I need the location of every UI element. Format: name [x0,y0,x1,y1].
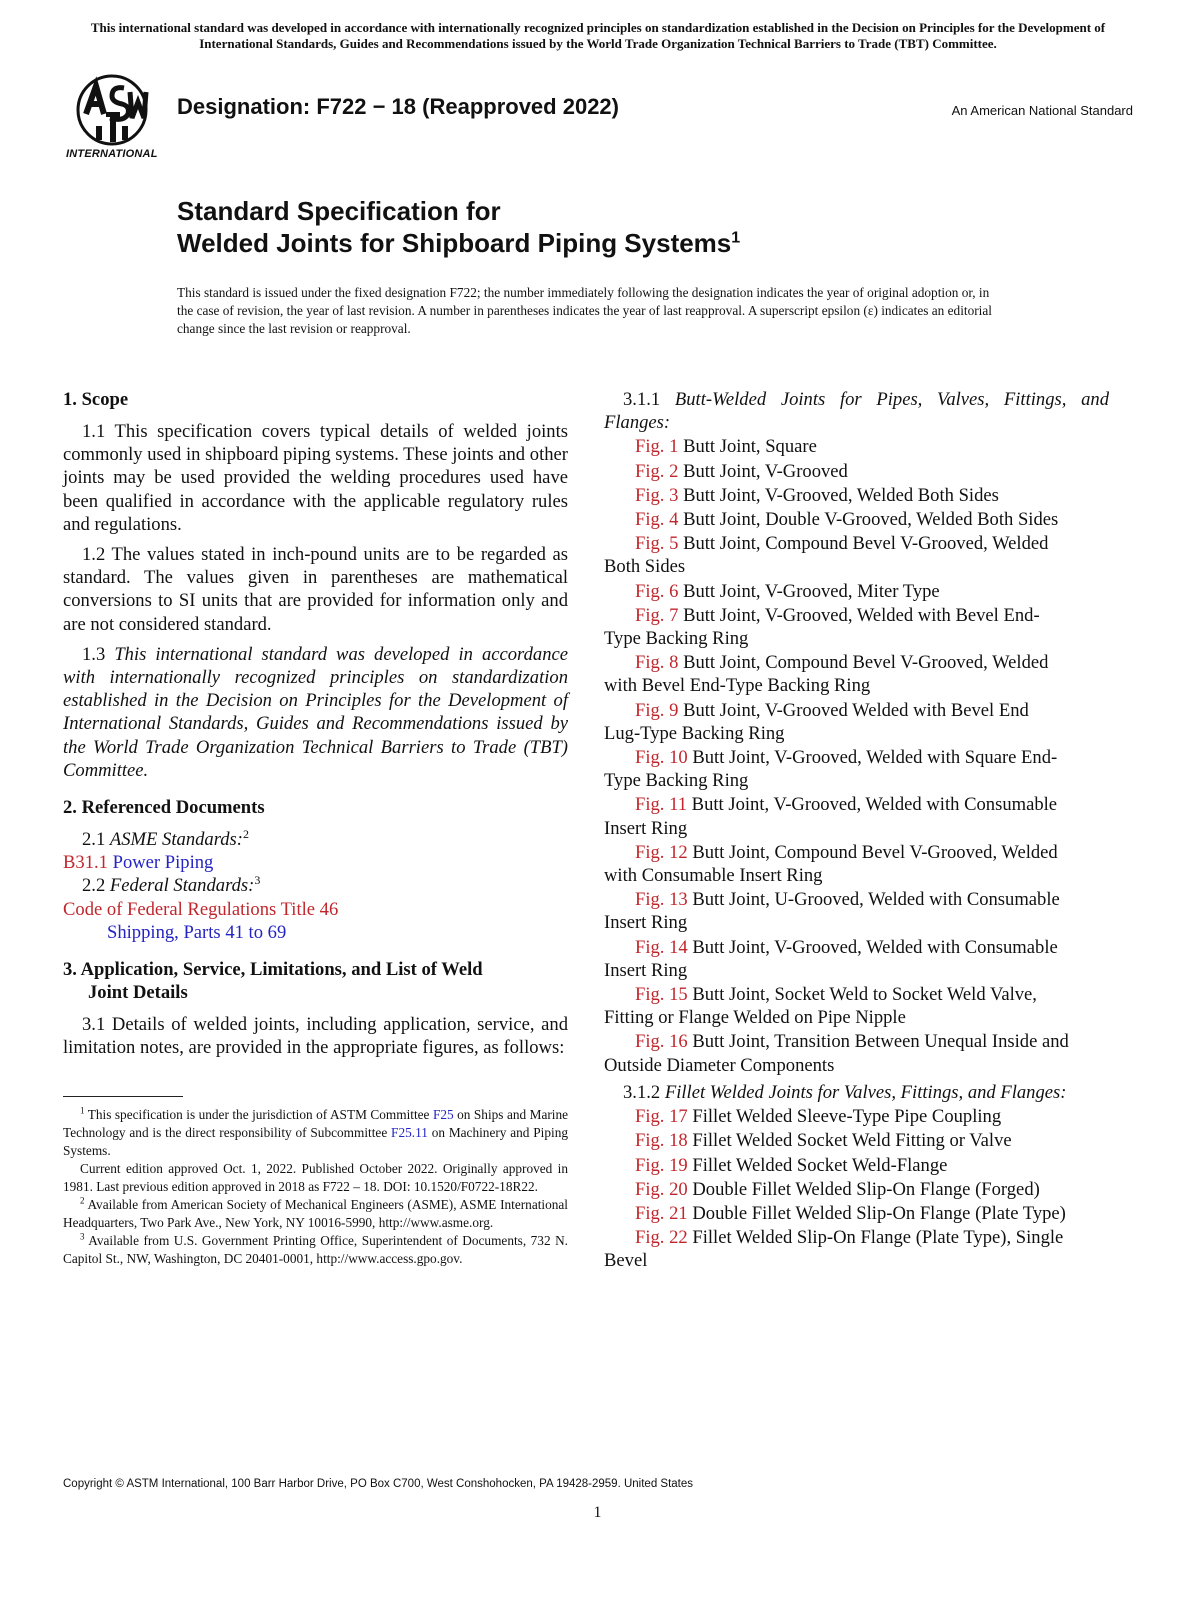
figure-link[interactable]: Fig. 6 [635,580,679,602]
figure-link[interactable]: Fig. 13 [635,889,688,911]
paragraph-3-1: 3.1 Details of welded joints, including application, service, and limitation notes, are provided in the appropriate figures, as follows: [63,1014,568,1059]
figure-link[interactable]: Fig. 18 [635,1130,688,1152]
figure-list-item-first-line [604,889,1060,910]
figure-list-item [604,1202,1109,1225]
figure-title-continued: Bevel [604,1250,648,1272]
butt-joint-figure-list [604,435,1109,1076]
figure-title: Butt Joint, U-Grooved, Welded with Consumable [692,889,1060,911]
fed-label: Federal Standards: [109,875,255,897]
figure-list-item [604,580,1109,603]
figure-list-item-first-line [604,436,817,457]
figure-link[interactable]: Fig. 7 [635,604,679,626]
paragraph-1-3-num: 1.3 [82,643,106,665]
right-column [604,388,1109,1274]
figure-title-continued: Fitting or Flange Welded on Pipe Nipple [604,1007,906,1029]
astm-logo [66,72,166,164]
fed-num: 2.2 [82,875,106,897]
footnote-1-mark: 1 [80,1105,85,1116]
asme-footnote-ref[interactable]: 2 [242,826,249,841]
asme-label: ASME Standards: [109,829,243,851]
figure-link[interactable]: Fig. 1 [635,436,679,458]
figure-list-item-first-line [604,1130,1012,1151]
figure-title: Fillet Welded Socket Weld-Flange [692,1154,948,1176]
figure-title: Fillet Welded Sleeve-Type Pipe Coupling [692,1106,1002,1128]
section-heading-scope: 1. Scope [63,389,129,410]
figure-title: Butt Joint, Double V-Grooved, Welded Both Sides [683,509,1059,531]
figure-list-item [604,435,1109,458]
asme-standards-item [63,828,568,851]
figure-list-item [604,1178,1109,1201]
figure-list-item [604,699,1109,745]
subsection-3-1-1 [604,388,1109,434]
footnote-1 [63,1106,568,1160]
figure-list-item [604,604,1109,650]
figure-list-item-first-line [604,1227,1063,1248]
cfr-reference-cont [63,921,568,944]
b31-reference [63,851,568,874]
logo-international-text: INTERNATIONAL [66,148,158,160]
figure-title: Butt Joint, V-Grooved, Welded with Bevel End- [683,604,1040,626]
figure-list-item-first-line [604,1106,1001,1127]
document-title [177,195,740,259]
footnote-1-text-a: This specification is under the jurisdiction of ASTM Committee [87,1107,430,1122]
paragraph-1-3-text: This international standard was developed in accordance with internationally recognized principles on standardization established in the Decision on Principles for the Development of International Standards, Guides and Recommendations issued by the World Trade Organization Technical Barriers to Trade (TBT) Committee. [63,643,569,781]
issued-note: This standard is issued under the fixed designation F722; the number immediately following the designation indicates the year of original adoption or, in the case of revision, the year of last revision. A number in parentheses indicates the year of last reapproval. A superscript epsilon (ε) indicates an editorial change since the last revision or reapproval. [177,285,992,336]
footnote-2-text: Available from American Society of Mechanical Engineers (ASME), ASME International Headquarters, Two Park Ave., New York, NY 10016-5990, http://www.asme.org. [63,1197,568,1230]
figure-title: Butt Joint, V-Grooved, Welded with Consumable [692,936,1058,958]
b31-title-link[interactable]: Power Piping [112,852,214,874]
figure-list-item [604,1226,1109,1272]
subsection-3-1-2 [604,1081,1109,1104]
application-heading-line-1: 3. Application, Service, Limitations, and List of Weld [63,959,483,981]
figure-title-continued: Insert Ring [604,912,688,934]
figure-list-item-first-line [604,842,1058,863]
figure-list-item [604,983,1109,1029]
asme-num: 2.1 [82,829,106,851]
tbt-notice: This international standard was developed in accordance with internationally recognized principles on standardization established in the Decision on Principles for the Development of International Standards, Guides and Recommendations issued by the World Trade Organization Technical Barriers to Trade (TBT) Committee. [90,20,1106,51]
b31-code-link[interactable]: B31.1 [63,852,108,874]
figure-link[interactable]: Fig. 10 [635,747,688,769]
title-line-2 [177,227,740,259]
copyright-notice: Copyright © ASTM International, 100 Barr Harbor Drive, PO Box C700, West Conshohocken, PA 19428-2959. United States [63,1478,694,1490]
figure-title: Butt Joint, Compound Bevel V-Grooved, Welded [683,533,1049,555]
figure-title: Butt Joint, V-Grooved, Welded with Square End- [692,747,1058,769]
figure-link[interactable]: Fig. 22 [635,1227,688,1249]
figure-link[interactable]: Fig. 15 [635,984,688,1006]
figure-title-continued: with Consumable Insert Ring [604,865,823,887]
footnote-2 [63,1196,568,1232]
figure-title: Fillet Welded Slip-On Flange (Plate Type), Single [692,1227,1064,1249]
fillet-joint-figure-list [604,1105,1109,1272]
subcommittee-f25-11-link[interactable]: F25.11 [391,1125,428,1140]
figure-title-continued: Type Backing Ring [604,628,749,650]
figure-list-item [604,1105,1109,1128]
footnote-1-text-c: on Machinery and Piping Systems. [63,1125,568,1158]
figure-title: Fillet Welded Socket Weld Fitting or Valve [692,1130,1012,1152]
figure-link[interactable]: Fig. 8 [635,652,679,674]
figure-list-item [604,1030,1109,1076]
figure-title: Double Fillet Welded Slip-On Flange (Forged) [692,1178,1040,1200]
figure-list-item [604,1129,1109,1152]
figure-title: Butt Joint, V-Grooved [683,460,848,482]
footnote-3 [63,1232,568,1268]
figure-link[interactable]: Fig. 20 [635,1178,688,1200]
designation: Designation: F722 − 18 (Reapproved 2022) [177,94,619,119]
footnote-rule [63,1096,183,1097]
figure-list-item [604,532,1109,578]
figure-link[interactable]: Fig. 21 [635,1202,688,1224]
figure-list-item [604,508,1109,531]
american-national-standard-label: An American National Standard [951,103,1133,118]
figure-list-item-first-line [604,1203,1066,1224]
footnote-2-mark: 2 [80,1195,85,1206]
figure-list-item-first-line [604,984,1037,1005]
cfr-parts-link[interactable]: 41 to 69 [225,921,287,943]
figure-list-item [604,936,1109,982]
figure-title: Double Fillet Welded Slip-On Flange (Plate Type) [692,1202,1066,1224]
footnote-3-mark: 3 [80,1231,85,1242]
figure-link[interactable]: Fig. 14 [635,936,688,958]
figure-list-item-first-line [604,485,999,506]
federal-standards-item [63,874,568,897]
figure-list-item [604,888,1109,934]
figure-list-item-first-line [604,509,1058,530]
figure-list-item [604,746,1109,792]
cfr-reference [63,898,568,921]
figure-title: Butt Joint, V-Grooved, Welded Both Sides [683,484,999,506]
figure-title: Butt Joint, Socket Weld to Socket Weld Valve, [692,984,1037,1006]
figure-title-continued: Outside Diameter Components [604,1054,835,1076]
figure-link[interactable]: Fig. 9 [635,699,679,721]
figure-title: Butt Joint, V-Grooved Welded with Bevel End [683,699,1029,721]
figure-link[interactable]: Fig. 17 [635,1106,688,1128]
figure-list-item-first-line [604,533,1048,554]
figure-list-item-first-line [604,747,1057,768]
left-column [63,388,568,1066]
figure-list-item [604,651,1109,697]
figure-title-continued: Insert Ring [604,817,688,839]
figure-list-item [604,484,1109,507]
application-heading-line-2: Joint Details [88,982,188,1004]
figure-title-continued: Type Backing Ring [604,770,749,792]
subsection-3-1-2-label: Fillet Welded Joints for Valves, Fittings, and Flanges: [664,1081,1067,1103]
paragraph-1-3 [63,643,568,782]
edition-note: Current edition approved Oct. 1, 2022. Published October 2022. Originally approved in 1981. Last previous edition approved in 2018 as F722 – 18. DOI: 10.1520/F0722-18R22. [63,1161,568,1194]
subsection-3-1-1-num: 3.1.1 [623,389,661,410]
section-heading-application [63,958,568,1004]
figure-link[interactable]: Fig. 16 [635,1031,688,1053]
figure-list-item-first-line [604,937,1058,958]
footnote-3-text: Available from U.S. Government Printing Office, Superintendent of Documents, 732 N. Capitol St., NW, Washington, DC 20401-0001, http://www.access.gpo.gov. [63,1233,569,1266]
figure-link[interactable]: Fig. 5 [635,533,679,555]
figure-list-item-first-line [604,1179,1040,1200]
figure-list-item-first-line [604,1155,947,1176]
committee-f25-link[interactable]: F25 [432,1107,454,1122]
figure-list-item-first-line [604,581,940,602]
figure-link[interactable]: Fig. 11 [635,794,688,816]
figure-title-continued: Insert Ring [604,959,688,981]
fed-footnote-ref[interactable]: 3 [254,873,261,888]
figure-link[interactable]: Fig. 19 [635,1154,688,1176]
section-heading-referenced-documents: 2. Referenced Documents [63,797,265,819]
figure-list-item-first-line [604,461,848,482]
figure-list-item-first-line [604,605,1040,626]
figure-list-item [604,793,1109,839]
cfr-link[interactable]: Code of Federal Regulations Title 46 [63,898,339,920]
figure-list-item [604,1154,1109,1177]
paragraph-1-1: 1.1 This specification covers typical details of welded joints commonly used in shipboard piping systems. These joints and other joints may be used provided the welding procedures used have been qualified in accordance with the applicable regulatory rules and regulations. [63,421,568,535]
figure-title-continued: Both Sides [604,556,686,578]
title-line-1: Standard Specification for [177,196,501,226]
figure-link[interactable]: Fig. 12 [635,841,688,863]
subsection-3-1-1-label: Butt-Welded Joints for Pipes, Valves, Fittings, and Flanges: [604,389,1109,434]
figure-title-continued: with Bevel End-Type Backing Ring [604,675,871,697]
figure-list-item [604,460,1109,483]
figure-title: Butt Joint, Compound Bevel V-Grooved, Welded [683,652,1049,674]
title-footnote-ref[interactable]: 1 [731,229,741,247]
title-line-2-text: Welded Joints for Shipboard Piping Systems [177,228,732,258]
figure-title: Butt Joint, Square [683,436,817,458]
figure-link[interactable]: Fig. 4 [635,509,679,531]
figure-title: Butt Joint, Compound Bevel V-Grooved, Welded [692,841,1058,863]
figure-list-item-first-line [604,700,1029,721]
figure-link[interactable]: Fig. 3 [635,484,679,506]
subsection-3-1-2-num: 3.1.2 [623,1081,661,1103]
footnotes [63,1106,568,1268]
figure-list-item-first-line [604,652,1048,673]
footnote-1-text-b: on Ships and Marine Technology and is the direct responsibility of Subcommittee [63,1107,569,1140]
figure-title-continued: Lug-Type Backing Ring [604,722,785,744]
paragraph-1-2: 1.2 The values stated in inch-pound units are to be regarded as standard. The values given in parentheses are mathematical conversions to SI units that are provided for information only and are not considered standard. [63,544,568,635]
figure-list-item-first-line [604,794,1057,815]
figure-link[interactable]: Fig. 2 [635,460,679,482]
figure-list-item [604,841,1109,887]
page-number: 1 [593,1504,602,1521]
figure-title: Butt Joint, Transition Between Unequal Inside and [692,1031,1069,1053]
cfr-shipping-link[interactable]: Shipping, Parts [107,921,221,943]
figure-title: Butt Joint, V-Grooved, Miter Type [683,580,940,602]
figure-title: Butt Joint, V-Grooved, Welded with Consumable [691,794,1058,816]
figure-list-item-first-line [604,1031,1069,1052]
